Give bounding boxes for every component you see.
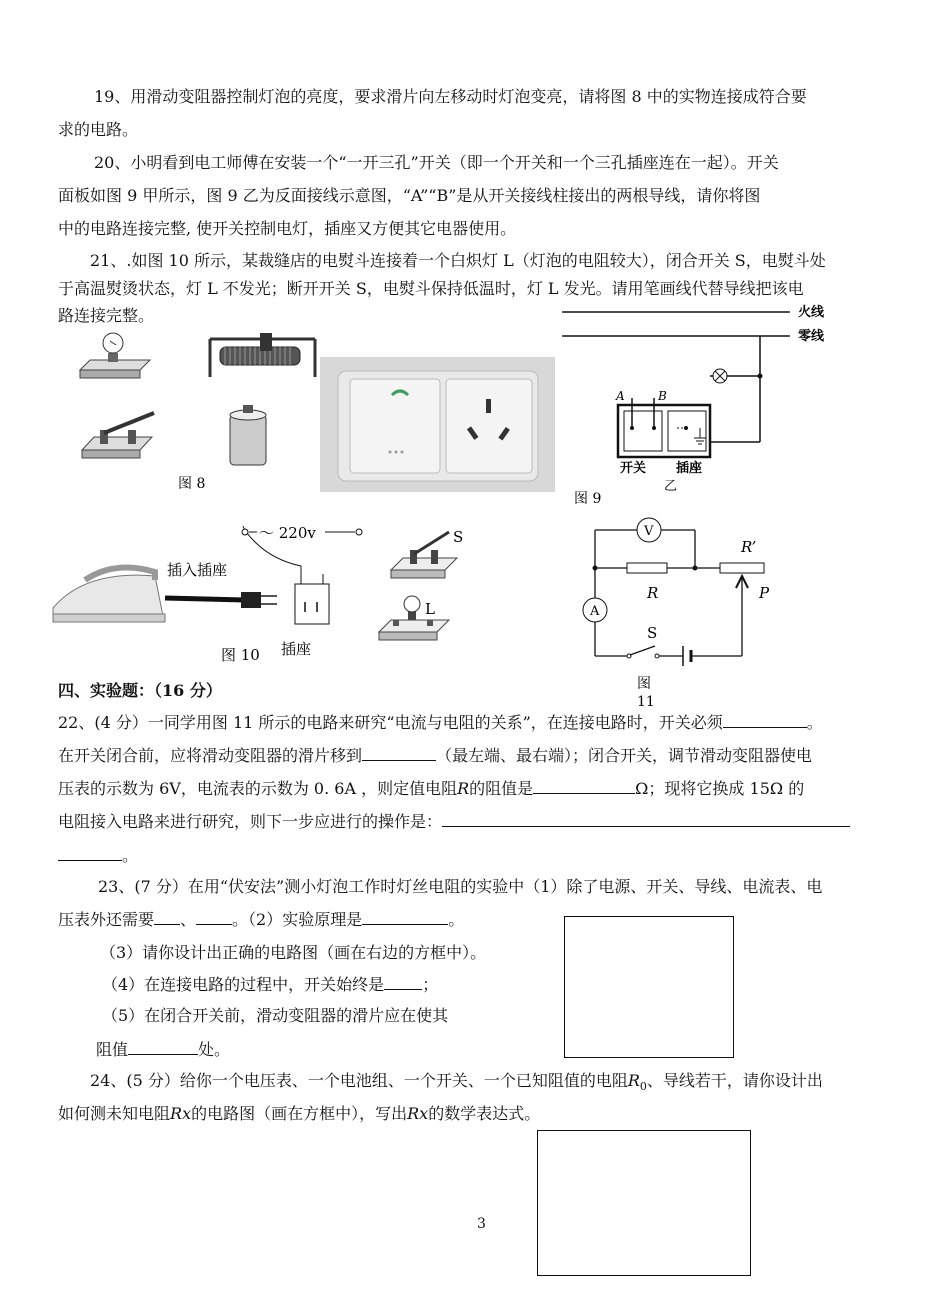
q24-line2: [58, 1101, 540, 1124]
switch-s-icon: [391, 532, 457, 578]
voltage-label: ～ 220v: [259, 524, 316, 542]
fig10-caption: 图 10: [221, 646, 260, 664]
figure-9-panel: [320, 357, 555, 492]
r0-symbol: R: [627, 1071, 640, 1090]
resistor-r-symbol: R: [457, 779, 470, 798]
q22-text-2b: （最左端、最右端）；闭合开关，调节滑动变阻器使电: [436, 746, 813, 765]
q22-line4: [58, 809, 850, 832]
q23-line3: （3）请你设计出正确的电路图（画在右边的方框中）。: [100, 943, 487, 962]
wall-socket: [446, 379, 532, 473]
q20-line2: 面板如图 9 甲所示，图 9 乙为反面接线示意图，“A”“B”是从开关接线柱接出的两根导线，请你将图: [58, 186, 761, 205]
q23-text-6b: 处。: [198, 1040, 231, 1059]
q23-line1: 23、(7 分）在用“伏安法”测小灯泡工作时灯丝电阻的实验中（1）除了电源、开关、导线、电流表、电: [98, 877, 823, 896]
q23-line2: [58, 907, 464, 930]
rx-symbol: Rx: [170, 1104, 192, 1123]
q23-answer-box[interactable]: [564, 916, 734, 1058]
q23-text-4a: （4）在连接电路的过程中，开关始终是: [102, 975, 385, 994]
switch-s-label: S: [453, 528, 464, 546]
ammeter-label: A: [590, 604, 600, 619]
q24-text-1a: 24、(5 分）给你一个电压表、一个电池组、一个开关、一个已知阻值的电阻: [90, 1071, 628, 1090]
neutral-wire-label: 零线: [798, 329, 825, 344]
r0-subscript: 0: [639, 1080, 647, 1094]
q22-text-2a: 在开关闭合前，应将滑动变阻器的滑片移到: [58, 746, 363, 765]
q20-line3: 中的电路连接完整, 使开关控制电灯，插座又方便其它电器使用。: [58, 219, 517, 238]
page-number: 3: [477, 1216, 486, 1232]
fig9-sub-label: 乙: [664, 479, 678, 494]
q22-blank-1[interactable]: [723, 711, 807, 728]
rheostat-label: R’: [741, 538, 757, 556]
q23-line6: [96, 1037, 230, 1060]
q23-text-2d: 。: [448, 910, 465, 929]
plug-icon: [241, 592, 261, 608]
figure-11: [575, 512, 785, 708]
figure-9-wiring: [560, 300, 850, 510]
socket-box: [295, 584, 329, 624]
fig8-caption: 图 8: [178, 476, 206, 492]
q22-blank-5[interactable]: [58, 844, 122, 861]
slider-p-label: P: [759, 584, 770, 602]
q23-text-2b: 、: [180, 910, 197, 929]
q21-line2: 于高温熨烫状态，灯 L 不发光；断开开关 S，电熨斗保持低温时，灯 L 发光。请用笔画线代替导线把该电: [58, 279, 804, 298]
resistor-r-icon: [627, 563, 667, 573]
rheostat-icon: [210, 333, 315, 377]
socket-label: 插座: [676, 461, 703, 476]
lamp-l-icon: [379, 596, 449, 640]
q24-text-1b: 、导线若干，请你设计出: [646, 1071, 823, 1090]
q21-line3: 路连接完整。: [58, 306, 155, 325]
q22-text-5b: 。: [122, 846, 139, 865]
q23-blank-2[interactable]: [196, 908, 232, 925]
plug-in-label: 插入插座: [167, 561, 228, 579]
q22-line2: [58, 743, 812, 766]
figure-10: [45, 520, 475, 670]
q22-line5: [58, 843, 138, 866]
electric-iron-icon: [53, 568, 165, 623]
live-wire-label: 火线: [798, 305, 825, 320]
fig11-caption-2: 11: [637, 694, 655, 708]
resistor-r-label: R: [647, 584, 659, 602]
rheostat-r-prime-icon: [720, 563, 764, 573]
switch-label: S: [647, 624, 658, 642]
q20-line1: 20、小明看到电工师傅在安装一个“一开三孔”开关（即一个开关和一个三孔插座连在一起）。开关: [94, 153, 779, 172]
q23-line5: （5）在闭合开关前，滑动变阻器的滑片应在使其: [102, 1006, 449, 1025]
socket-caption: 插座: [281, 640, 312, 658]
socket-hole-icon: [486, 399, 491, 413]
switch-blade: [630, 646, 655, 655]
q22-text-3c: Ω；现将它换成 15Ω 的: [635, 779, 805, 798]
q22-blank-3[interactable]: [533, 777, 635, 794]
rx-symbol-2: Rx: [407, 1104, 429, 1123]
q23-blank-4[interactable]: [384, 973, 422, 990]
voltmeter-label: V: [644, 524, 654, 539]
wire-a-label: A: [616, 389, 625, 403]
fig9-caption: 图 9: [574, 491, 602, 507]
q23-blank-5[interactable]: [128, 1038, 198, 1055]
q24-answer-box[interactable]: [537, 1130, 751, 1276]
q23-blank-3[interactable]: [362, 908, 448, 925]
figure-8: [70, 325, 320, 495]
q22-line1: [58, 710, 823, 733]
q21-line1: 21、.如图 10 所示，某裁缝店的电熨斗连接着一个白炽灯 L（灯泡的电阻较大），闭合开关 S，电熨斗处: [90, 251, 826, 270]
q19-line1: 19、用滑动变阻器控制灯泡的亮度，要求滑片向左移动时灯泡变亮，请将图 8 中的实物连接成符合要: [94, 87, 807, 106]
q23-text-2c: 。（2）实验原理是: [232, 910, 363, 929]
q24-line1: [90, 1068, 823, 1093]
q22-text-1b: 。: [806, 713, 823, 732]
q22-blank-4[interactable]: [442, 810, 850, 827]
section-4-title: 四、实验题：（16 分）: [58, 681, 222, 700]
fig11-caption-1: 图: [637, 676, 651, 692]
q23-text-2a: 压表外还需要: [58, 910, 155, 929]
q19-line2: 求的电路。: [58, 120, 139, 139]
wire-b-label: B: [658, 389, 667, 403]
q24-text-2b: 的电路图（画在方框中），写出: [191, 1104, 408, 1123]
q24-text-2c: 的数学表达式。: [428, 1104, 541, 1123]
knife-switch-icon: [82, 413, 154, 458]
lamp-on-base-icon: [80, 333, 150, 378]
q22-text-3a: 压表的示数为 6V，电流表的示数为 0. 6A ，则定值电阻: [58, 779, 458, 798]
q22-text-4a: 电阻接入电路来进行研究，则下一步应进行的操作是：: [58, 812, 443, 831]
q23-text-4b: ；: [422, 975, 439, 994]
q22-text-1: 22、(4 分）一同学用图 11 所示的电路来研究“电流与电阻的关系”，在连接电路时，开关必须: [58, 713, 723, 732]
q22-text-3b: 的阻值是: [469, 779, 534, 798]
battery-icon: [230, 405, 266, 465]
q22-line3: [58, 776, 804, 799]
q23-text-6a: 阻值: [96, 1040, 129, 1059]
q24-text-2a: 如何测未知电阻: [58, 1104, 171, 1123]
switch-label: 开关: [620, 461, 647, 476]
q22-blank-2[interactable]: [362, 744, 436, 761]
lamp-l-label: L: [425, 600, 435, 618]
q23-line4: [102, 972, 438, 995]
q23-blank-1[interactable]: [154, 908, 180, 925]
